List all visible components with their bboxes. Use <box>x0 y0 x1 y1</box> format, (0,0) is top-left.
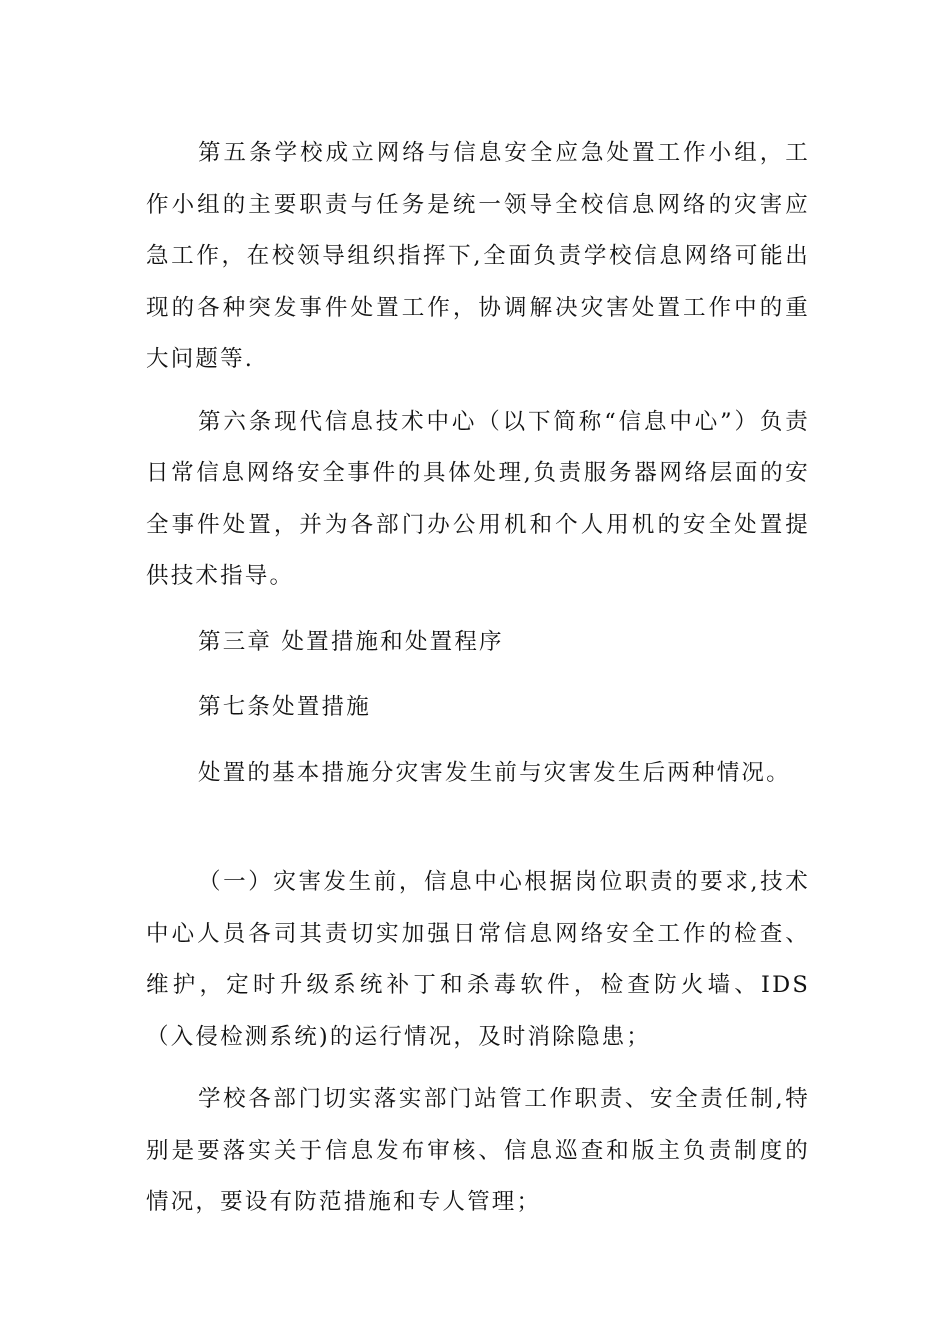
chapter-3-heading: 第三章 处置措施和处置程序 <box>198 628 504 655</box>
article-7-heading: 第七条处置措施 <box>198 694 371 720</box>
paragraph-basic-measures: 处置的基本措施分灾害发生前与灾害发生后两种情况。 <box>198 759 791 786</box>
paragraph-article-5: 第五条学校成立网络与信息安全应急处置工作小组，工作小组的主要职责与任务是统一领导全校信息网络的灾害应急工作，在校领导组织指挥下,全面负责学校信息网络可能出现的各种突发事件处置工作，协调解决灾害处置工作中的重大问题等. <box>146 140 810 372</box>
paragraph-department-duties: 学校各部门切实落实部门站管工作职责、安全责任制,特别是要落实关于信息发布审核、信息巡查和版主负责制度的情况，要设有防范措施和专人管理； <box>146 1086 810 1215</box>
document-page <box>146 128 810 1229</box>
paragraph-article-6: 第六条现代信息技术中心（以下简称“信息中心”）负责日常信息网络安全事件的具体处理,负责服务器网络层面的安全事件处置，并为各部门办公用机和个人用机的安全处置提供技术指导。 <box>146 408 810 589</box>
paragraph-before-disaster: （一）灾害发生前，信息中心根据岗位职责的要求,技术中心人员各司其责切实加强日常信息网络安全工作的检查、维护，定时升级系统补丁和杀毒软件，检查防火墙、IDS（入侵检测系统)的运行情况，及时消除隐患； <box>146 869 810 1050</box>
